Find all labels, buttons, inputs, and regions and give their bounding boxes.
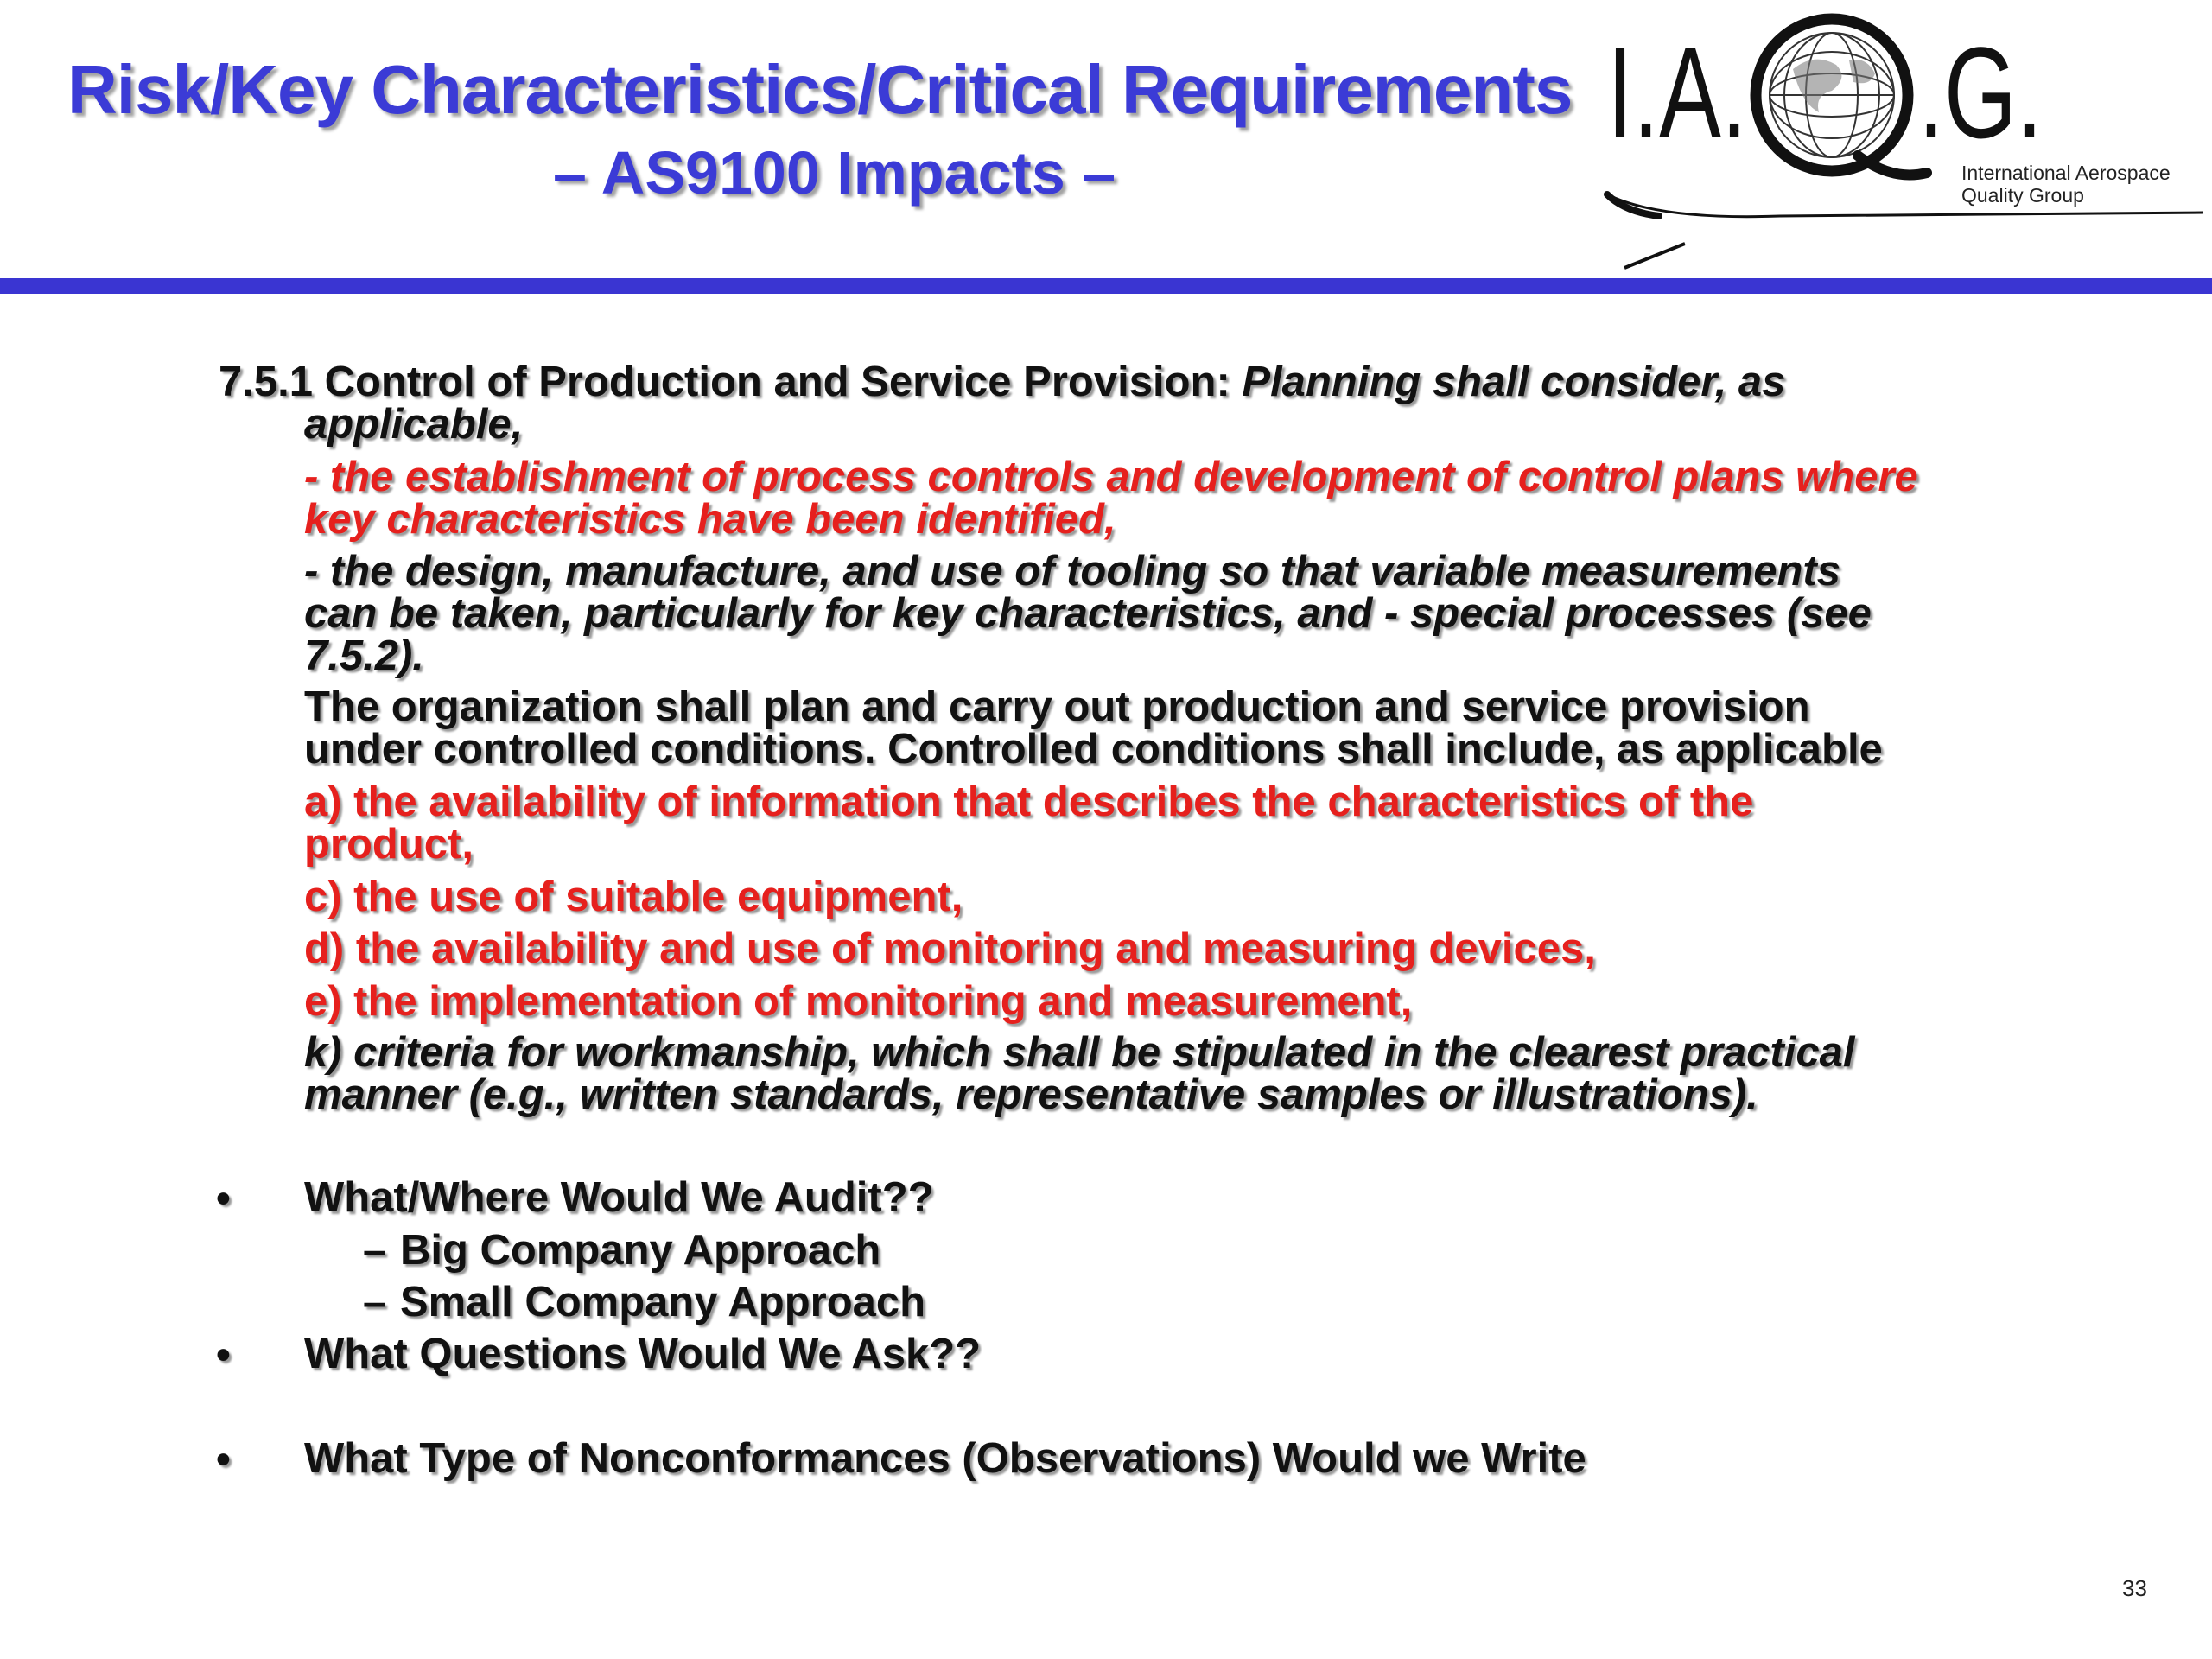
item2-line1: - the design, manufacture, and use of tooling so that variable measurements	[304, 548, 1840, 594]
clause-heading-label: 7.5.1 Control of Production and Service Provision:	[219, 359, 1230, 405]
sub-bullet-small: Small Company Approach	[400, 1279, 926, 1325]
item-k-line1: k) criteria for workmanship, which shall be stipulated in the clearest practical	[304, 1029, 1855, 1076]
page-number: 33	[2122, 1575, 2147, 1601]
org-line2: under controlled conditions. Controlled conditions shall include, as applicable	[304, 726, 1883, 772]
bullet-nonconformances: What Type of Nonconformances (Observations) Would we Write	[304, 1435, 1586, 1482]
bullet-audit: What/Where Would We Audit??	[304, 1174, 934, 1221]
item-a-line2: product,	[304, 821, 474, 868]
logo-caption-line2: Quality Group	[1961, 183, 2084, 207]
bullet-marker: •	[216, 1332, 231, 1378]
item-k-line2: manner (e.g., written standards, representative samples or illustrations).	[304, 1071, 1758, 1118]
item-c: c) the use of suitable equipment,	[304, 874, 963, 920]
item-e: e) the implementation of monitoring and measurement,	[304, 978, 1413, 1025]
org-line1: The organization shall plan and carry out production and service provision	[304, 683, 1810, 730]
slide-title: Risk/Key Characteristics/Critical Requirements	[67, 51, 1573, 128]
item2-line2: can be taken, particularly for key characteristics, and - special processes (see	[304, 590, 1872, 637]
logo-caption-line1: International Aerospace	[1961, 162, 2171, 184]
bullet-marker: •	[216, 1176, 231, 1222]
item1-line1: - the establishment of process controls and development of control plans where	[304, 454, 1918, 500]
sub-bullet-big: Big Company Approach	[400, 1227, 881, 1274]
item2-line3: 7.5.2).	[304, 632, 424, 679]
dash-marker: –	[363, 1280, 386, 1325]
bullet-questions: What Questions Would We Ask??	[304, 1331, 982, 1377]
bullet-marker: •	[216, 1437, 231, 1483]
item-d: d) the availability and use of monitoring and measuring devices,	[304, 925, 1596, 972]
clause-heading	[219, 361, 1785, 404]
item1-line2: key characteristics have been identified,	[304, 496, 1116, 543]
clause-heading-cont: applicable,	[304, 401, 524, 448]
logo-letters-right: .G.	[1918, 20, 2044, 165]
logo-letters-left: I.A.	[1607, 20, 1748, 165]
item-a-line1: a) the availability of information that describes the characteristics of the	[304, 779, 1754, 825]
slide-subtitle: – AS9100 Impacts –	[553, 139, 1116, 207]
clause-heading-italic: Planning shall consider, as	[1242, 359, 1786, 405]
dash-marker: –	[363, 1228, 386, 1274]
